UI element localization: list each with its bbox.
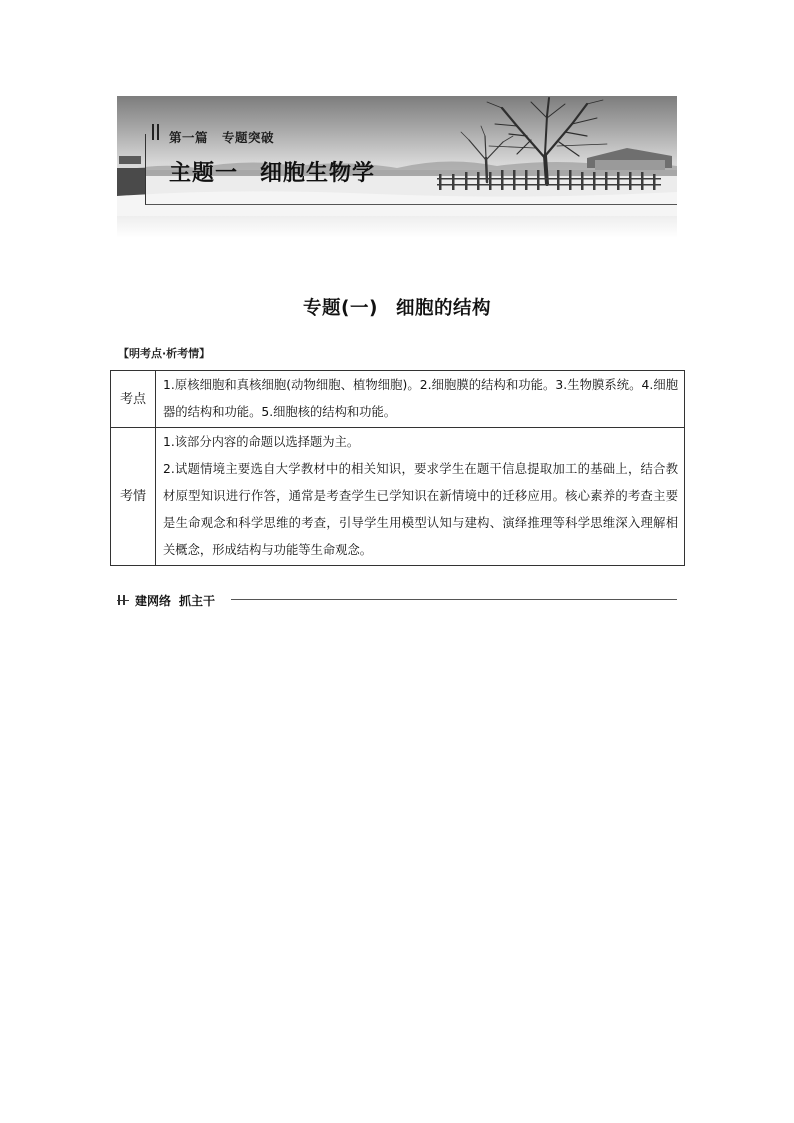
topic-number: 专题(一) — [303, 298, 378, 319]
section-label: 【明考点·析考情】 — [118, 347, 211, 360]
table-row — [111, 371, 685, 428]
banner-tick-icon — [144, 124, 150, 144]
theme-title — [169, 156, 375, 187]
banner-fade — [117, 216, 677, 238]
row-heading: 考情 — [111, 428, 156, 566]
section-divider — [231, 599, 677, 600]
topic-title — [0, 294, 794, 320]
row-line: 1.该部分内容的命题以选择题为主。 — [163, 435, 360, 449]
row-line: 2.试题情境主要选自大学教材中的相关知识，要求学生在题干信息提取加工的基础上，结合教材原型知识进行作答，通常是考查学生已学知识在新情境中的迁移应用。核心素养的考查主要是生命观念和科学思维的考查，引导学生用模型认知与建构、演绎推理等科学思维深入理解相关概念，形成结构与功能等生命观念。 — [163, 462, 678, 557]
network-label-a: 建网络 — [135, 594, 172, 608]
row-content — [156, 428, 685, 566]
row-line: 1.原核细胞和真核细胞(动物细胞、植物细胞)。2.细胞膜的结构和功能。3.生物膜系统。4.细胞器的结构和功能。5.细胞核的结构和功能。 — [163, 378, 678, 419]
part-title: 专题突破 — [222, 130, 275, 145]
network-section-bar — [117, 592, 677, 606]
network-label-b: 抓主干 — [179, 594, 216, 608]
network-label — [135, 592, 215, 609]
theme-name: 细胞生物学 — [260, 161, 376, 186]
chapter-banner — [117, 96, 677, 216]
topic-name: 细胞的结构 — [395, 298, 491, 319]
section-marker-icon — [117, 595, 131, 605]
part-label — [169, 128, 274, 146]
exam-info-table — [110, 370, 685, 566]
theme-number: 主题一 — [169, 161, 239, 186]
table-row — [111, 428, 685, 566]
row-heading: 考点 — [111, 371, 156, 428]
part-number: 第一篇 — [169, 130, 209, 145]
row-content — [156, 371, 685, 428]
